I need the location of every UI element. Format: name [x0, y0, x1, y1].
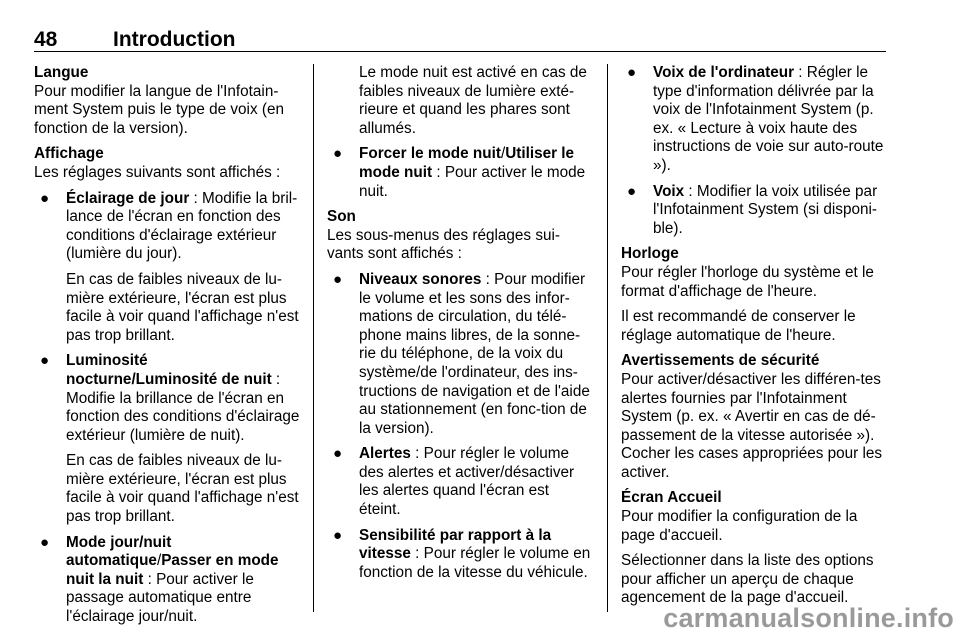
column-divider: [313, 64, 314, 612]
item-term: Sensibilité par rapport à la vitesse: [359, 526, 552, 563]
list-item: [327, 271, 593, 438]
section-title-son: Son: [327, 208, 356, 226]
item-term: Mode jour/nuit automatique: [66, 533, 172, 570]
continued-text: Le mode nuit est activé en cas de faibles niveaux de lumière exté-rieure et quand les phares sont allumés.: [359, 64, 587, 137]
item-desc: : Modifier la voix utilisée par l'Infotainment System (si disponi-ble).: [653, 182, 878, 237]
page-number: 48: [34, 28, 58, 51]
item-term: Utiliser le mode nuit: [359, 145, 575, 181]
list-item: [327, 527, 593, 583]
column-divider: [607, 64, 608, 612]
item-sep: /: [156, 552, 162, 570]
list-item: [34, 352, 300, 526]
section-title-affichage: Affichage: [34, 145, 104, 163]
bullet-icon: ●: [627, 64, 637, 81]
bullet-icon: ●: [333, 445, 343, 463]
item-term: Forcer le mode nuit: [359, 145, 501, 163]
list-item: [621, 183, 887, 239]
item-desc: : Pour activer le passage automatique entre l'éclairage jour/nuit.: [66, 570, 254, 626]
chapter-title: Introduction: [113, 28, 236, 51]
bullet-icon: ●: [333, 526, 343, 544]
item-desc: : Pour régler le volume des alertes et activer/désactiver les alertes quand l'écran est éteint.: [359, 445, 575, 519]
bullet-icon: ●: [333, 270, 343, 288]
item-desc: : Pour activer le mode nuit.: [359, 163, 586, 200]
section-text-ecran-accueil-2: Sélectionner dans la liste des options pour afficher un aperçu de chaque agencement de la page d'accueil.: [621, 552, 874, 607]
section-text-son: Les sous-menus des réglages sui-vants sont affichés :: [327, 226, 560, 263]
item-term: Voix de l'ordinateur: [653, 64, 795, 81]
item-desc: : Modifie la bril-lance de l'écran en fonction des conditions d'éclairage extérieur (lumière du jour).: [66, 189, 298, 263]
column-1: [34, 64, 300, 634]
section-title-horloge: Horloge: [621, 245, 679, 263]
bullet-icon: ●: [40, 352, 50, 370]
item-desc: : Pour régler le volume en fonction de la vitesse du véhicule.: [359, 545, 591, 581]
section-text-ecran-accueil: Pour modifier la configuration de la page d'accueil.: [621, 508, 858, 544]
section-title-langue: Langue: [34, 64, 89, 81]
column-3: [621, 64, 887, 615]
item-desc: : Pour modifier le volume et les sons des infor-mations de circulation, du télé-phone mains libres, de la sonne-rie du téléphone, de la voix du système/de l'ordinateur, des ins-tructions de navigation et de l'aide au stationnement (en fonc-tion de la version).: [359, 270, 590, 437]
list-item: [621, 64, 887, 176]
list-item: [327, 445, 593, 519]
item-term: Voix: [653, 182, 685, 200]
item-extra: En cas de faibles niveaux de lu-mière extérieure, l'écran est plus facile à voir quand l'affichage n'est pas trop brillant.: [66, 452, 299, 526]
section-text-langue: Pour modifier la langue de l'Infotain-ment System puis le type de voix (en fonction de la version).: [34, 82, 284, 137]
bullet-icon: ●: [333, 145, 343, 163]
section-title-ecran-accueil: Écran Accueil: [621, 489, 722, 507]
item-term: Niveaux sonores: [359, 270, 482, 288]
item-term: Passer en mode nuit la nuit: [66, 552, 279, 588]
header-rule: [34, 51, 886, 52]
item-term: Alertes: [359, 445, 411, 463]
page-header: [34, 28, 886, 52]
item-term: Éclairage de jour: [66, 189, 190, 207]
section-text-affichage: Les réglages suivants sont affichés :: [34, 163, 281, 181]
bullet-icon: ●: [627, 182, 637, 200]
section-title-avertissements: Avertissements de sécurité: [621, 352, 820, 370]
bullet-icon: ●: [40, 533, 50, 551]
list-item: [327, 145, 593, 201]
bullet-icon: ●: [40, 189, 50, 207]
item-desc: : Régler le type d'information délivrée par la voix de l'Infotainment System (p. ex. « Lecture à voix haute des instructions de voie sur auto-route »).: [653, 64, 884, 174]
column-2: [327, 64, 593, 589]
item-sep: /: [500, 145, 506, 163]
item-desc: : Modifie la brillance de l'écran en fonction des conditions d'éclairage extérieur (lumière de nuit).: [66, 370, 300, 444]
item-term: Luminosité nocturne/Luminosité de nuit: [66, 352, 272, 388]
list-item: [34, 190, 300, 346]
section-text-horloge: Pour régler l'horloge du système et le format d'affichage de l'heure.: [621, 263, 874, 300]
watermark: carmanualsonline.info: [663, 603, 954, 633]
item-extra: En cas de faibles niveaux de lu-mière extérieure, l'écran est plus facile à voir quand l'affichage n'est pas trop brillant.: [66, 270, 299, 344]
section-text-horloge-2: Il est recommandé de conserver le réglage automatique de l'heure.: [621, 308, 856, 344]
section-text-avertissements: Pour activer/désactiver les différen-tes alertes fournies par l'Infotainment System (p. ex. « Avertir en cas de dé-passement de la vitesse autorisée »). Cocher les cases appropriées pour les activer.: [621, 370, 883, 481]
